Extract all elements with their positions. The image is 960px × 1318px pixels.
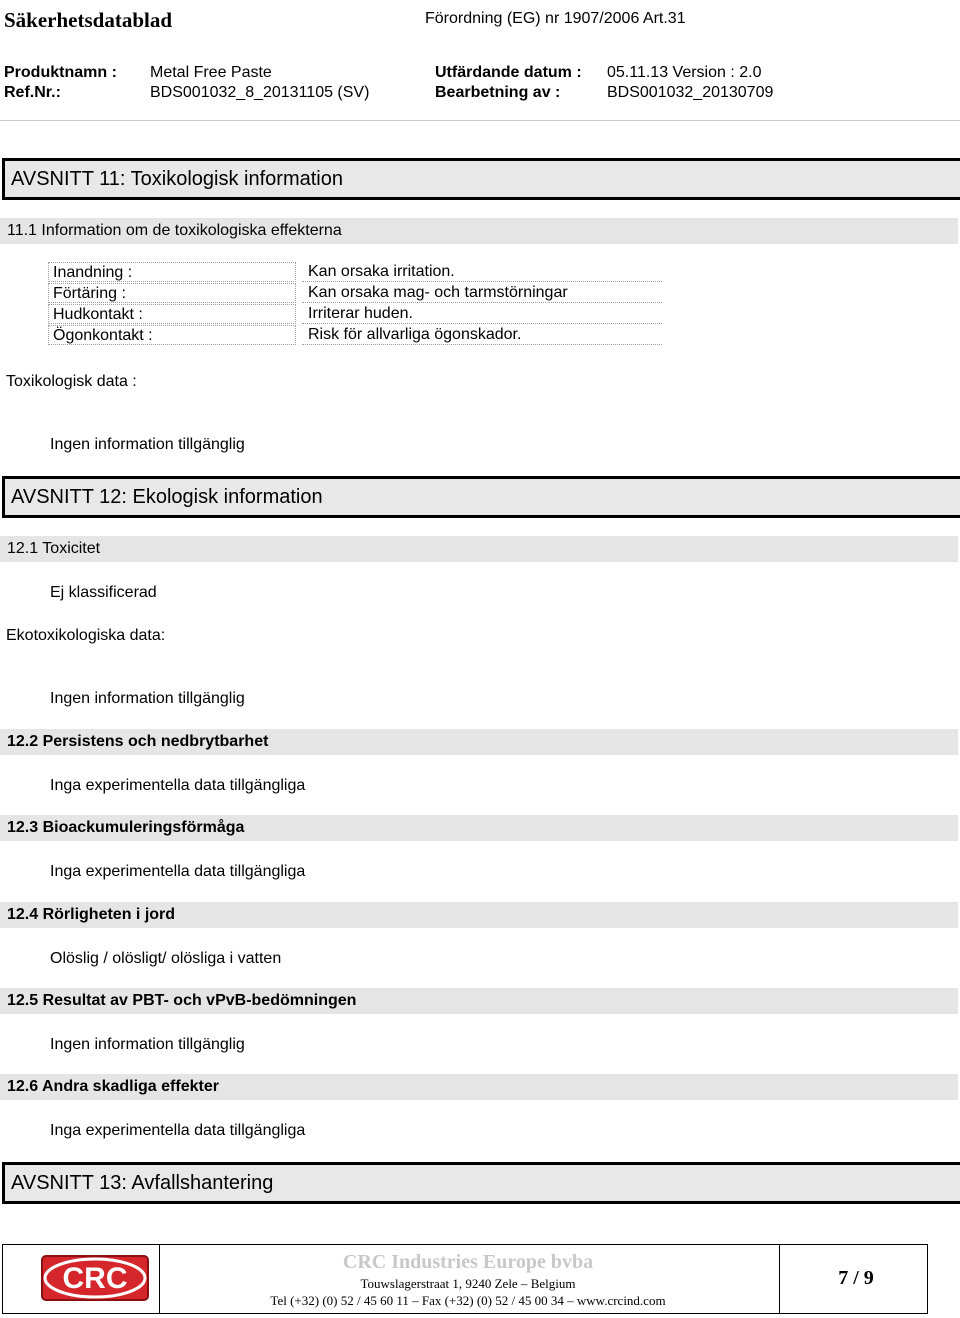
footer <box>2 1244 928 1314</box>
persistence-value: Inga experimentella data tillgängliga <box>50 777 306 794</box>
ref-number-value: BDS001032_8_20131105 (SV) <box>150 84 370 101</box>
section-11-heading: AVSNITT 11: Toxikologisk information <box>2 158 960 200</box>
ecotox-label: Ekotoxikologiska data: <box>6 627 166 644</box>
subsection-12-2-heading: 12.2 Persistens och nedbrytbarhet <box>0 729 958 755</box>
company-name: CRC Industries Europe bvba <box>342 1251 594 1273</box>
bioaccumulation-value: Inga experimentella data tillgängliga <box>50 863 306 880</box>
revision-label: Bearbetning av : <box>435 84 561 101</box>
product-name-value: Metal Free Paste <box>150 64 272 81</box>
document-title: Säkerhetsdatablad <box>4 8 173 32</box>
ecotox-value: Ingen information tillgänglig <box>50 690 245 707</box>
subsection-12-3-heading: 12.3 Bioackumuleringsförmåga <box>0 815 958 841</box>
effect-label: Inandning : <box>48 262 296 282</box>
effect-value: Risk för allvarliga ögonskador. <box>302 325 662 345</box>
effect-label: Förtäring : <box>48 283 296 303</box>
effect-label: Hudkontakt : <box>48 304 296 324</box>
subsection-12-5-heading: 12.5 Resultat av PBT- och vPvB-bedömningen <box>0 988 958 1014</box>
regulation-reference: Förordning (EG) nr 1907/2006 Art.31 <box>425 10 686 27</box>
footer-divider-right <box>779 1245 780 1313</box>
other-effects-value: Inga experimentella data tillgängliga <box>50 1122 306 1139</box>
company-contact: Tel (+32) (0) 52 / 45 60 11 – Fax (+32) (0) 52 / 45 00 34 – www.crcind.com <box>270 1293 666 1308</box>
subsection-12-4-heading: 12.4 Rörligheten i jord <box>0 902 958 928</box>
company-address: Touwslagerstraat 1, 9240 Zele – Belgium <box>360 1276 576 1291</box>
crc-logo <box>41 1255 149 1306</box>
page-number: 7 / 9 <box>838 1267 874 1289</box>
header-divider <box>0 120 960 121</box>
revision-value: BDS001032_20130709 <box>607 84 774 101</box>
effect-label: Ögonkontakt : <box>48 325 296 345</box>
effect-value: Irriterar huden. <box>302 304 662 324</box>
footer-divider-left <box>159 1245 160 1313</box>
product-name-label: Produktnamn : <box>4 64 117 81</box>
svg-text:CRC: CRC <box>62 1262 128 1295</box>
effect-value: Kan orsaka irritation. <box>302 262 662 282</box>
section-13-heading: AVSNITT 13: Avfallshantering <box>2 1162 960 1204</box>
toxicity-value: Ej klassificerad <box>50 584 157 601</box>
pbt-assessment-value: Ingen information tillgänglig <box>50 1036 245 1053</box>
subsection-11-1-heading: 11.1 Information om de toxikologiska effekterna <box>0 218 958 244</box>
issue-date-label: Utfärdande datum : <box>435 64 582 81</box>
effect-value: Kan orsaka mag- och tarmstörningar <box>302 283 662 303</box>
tox-data-label: Toxikologisk data : <box>6 373 137 390</box>
subsection-12-1-heading: 12.1 Toxicitet <box>0 536 958 562</box>
soil-mobility-value: Olöslig / olösligt/ olösliga i vatten <box>50 950 282 967</box>
ref-number-label: Ref.Nr.: <box>4 84 61 101</box>
section-12-heading: AVSNITT 12: Ekologisk information <box>2 476 960 518</box>
subsection-12-6-heading: 12.6 Andra skadliga effekter <box>0 1074 958 1100</box>
tox-data-value: Ingen information tillgänglig <box>50 436 245 453</box>
issue-date-value: 05.11.13 Version : 2.0 <box>607 64 762 81</box>
